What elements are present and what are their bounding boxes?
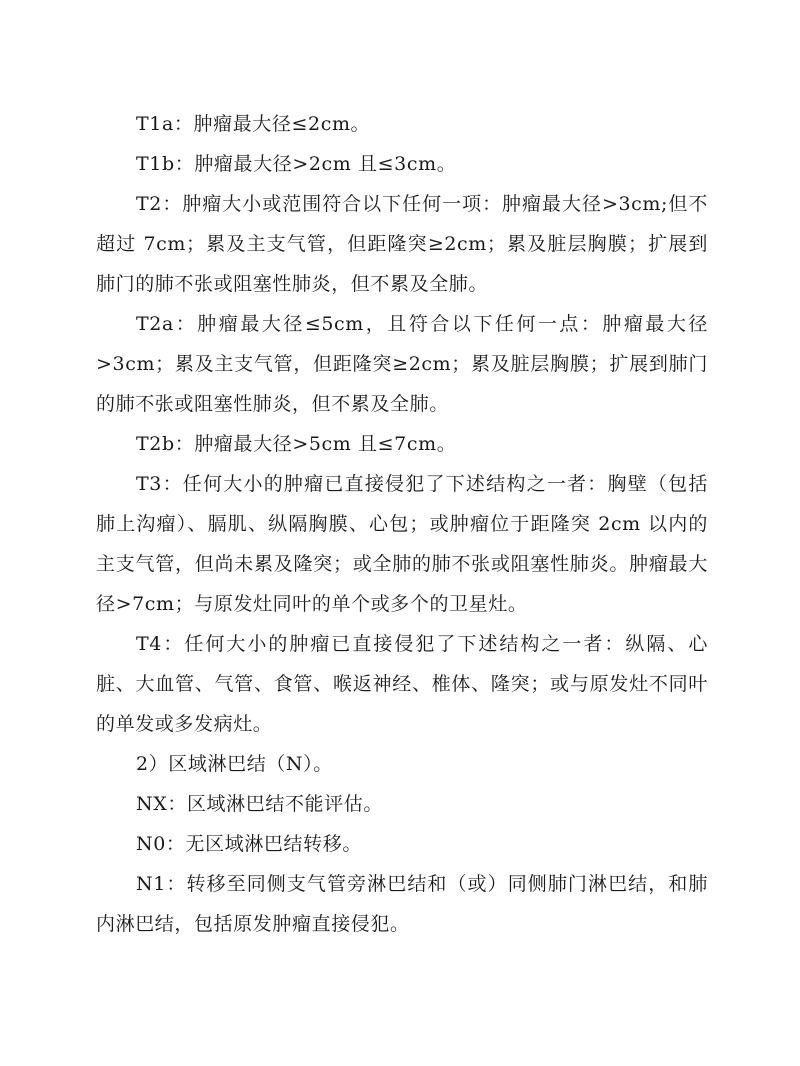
paragraph-nx: NX：区域淋巴结不能评估。 bbox=[136, 793, 383, 815]
paragraph-t1a: T1a：肿瘤最大径≤2cm。 bbox=[136, 113, 371, 135]
paragraph-t2b: T2b：肿瘤最大径>5cm 且≤7cm。 bbox=[136, 433, 457, 455]
paragraph-t4: T4：任何大小的肿瘤已直接侵犯了下述结构之一者：纵隔、心脏、大血管、气管、食管、喉返神经、椎体、隆突；或与原发灶不同叶的单发或多发病灶。 bbox=[96, 633, 708, 735]
paragraph-t3: T3：任何大小的肿瘤已直接侵犯了下述结构之一者：胸壁（包括肺上沟瘤）、膈肌、纵隔胸膜、心包；或肿瘤位于距隆突 2cm 以内的主支气管，但尚未累及隆突；或全肺的肺不张或阻塞性肺炎。肿瘤最大径>7cm；与原发灶同叶的单个或多个的卫星灶。 bbox=[96, 473, 708, 615]
paragraph-t1b: T1b：肿瘤最大径>2cm 且≤3cm。 bbox=[136, 153, 457, 175]
paragraph-t2a: T2a：肿瘤最大径≤5cm，且符合以下任何一点：肿瘤最大径>3cm；累及主支气管，但距隆突≥2cm；累及脏层胸膜；扩展到肺门的肺不张或阻塞性肺炎，但不累及全肺。 bbox=[96, 313, 708, 415]
document-page bbox=[96, 104, 708, 944]
paragraph-t2: T2：肿瘤大小或范围符合以下任何一项：肿瘤最大径>3cm;但不超过 7cm；累及主支气管，但距隆突≥2cm；累及脏层胸膜；扩展到肺门的肺不张或阻塞性肺炎，但不累及全肺。 bbox=[96, 193, 708, 295]
paragraph-n0: N0：无区域淋巴结转移。 bbox=[136, 833, 362, 855]
section-heading-n: 2）区域淋巴结（N）。 bbox=[136, 753, 333, 775]
paragraph-n1: N1：转移至同侧支气管旁淋巴结和（或）同侧肺门淋巴结，和肺内淋巴结，包括原发肿瘤直接侵犯。 bbox=[96, 873, 708, 935]
